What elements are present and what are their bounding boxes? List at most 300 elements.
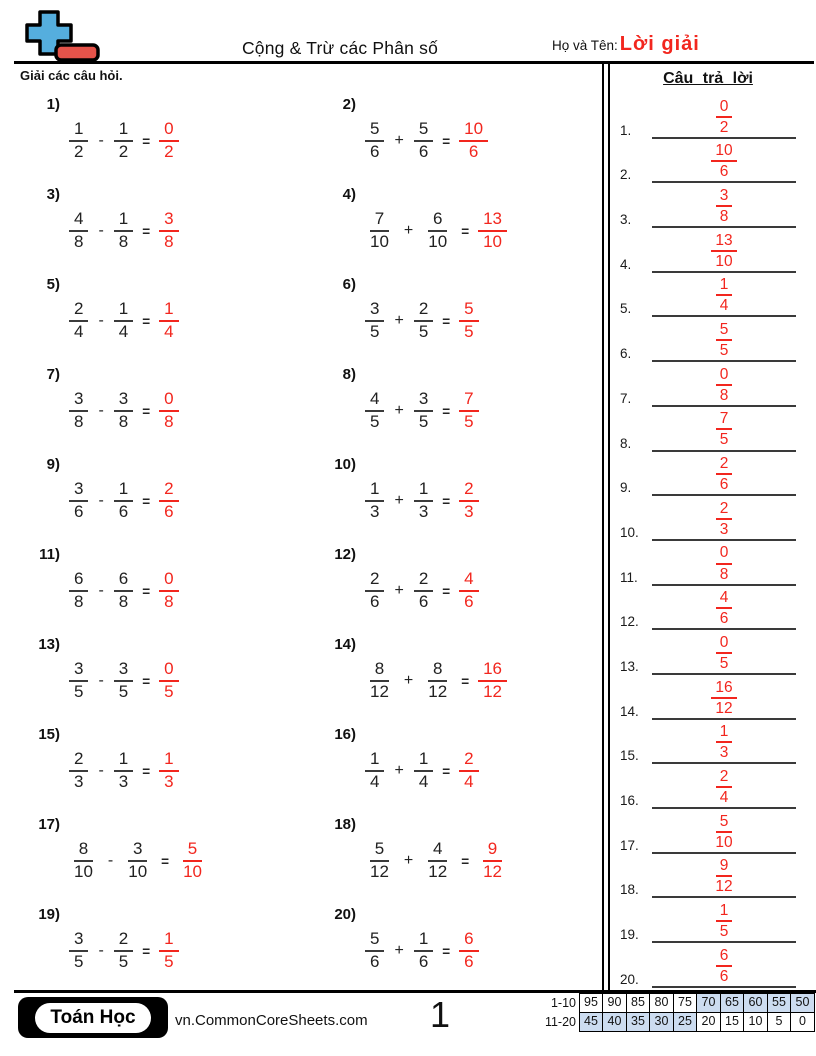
fraction-second [114, 120, 133, 161]
answer-fraction-numerator: 10 [459, 120, 488, 142]
fraction-first-numerator: 1 [69, 120, 88, 142]
answer-number: 20. [620, 971, 639, 987]
answer-key-fraction [716, 634, 733, 672]
answer-fraction [459, 300, 478, 341]
answer-fraction-denominator: 6 [164, 502, 174, 521]
answer-line [652, 857, 796, 898]
answer-key-fraction [716, 768, 733, 806]
operator-sign: + [394, 312, 404, 329]
fraction-first-numerator: 5 [370, 840, 389, 862]
name-label: Họ và Tên: [552, 38, 618, 53]
answer-row [616, 183, 800, 228]
fraction-first-denominator: 6 [370, 142, 380, 161]
problem-number: 6) [342, 276, 356, 293]
fraction-second-numerator: 8 [428, 660, 447, 682]
operator-sign: + [403, 222, 414, 239]
score-cell: 75 [673, 993, 698, 1013]
problem [320, 186, 602, 276]
answer-fraction-denominator: 12 [483, 682, 502, 701]
fraction-first-denominator: 3 [370, 502, 380, 521]
answer-fraction-denominator: 4 [464, 772, 474, 791]
name-block [552, 33, 700, 56]
answer-key-fraction-denominator: 5 [719, 923, 729, 941]
answer-line [652, 679, 796, 720]
fraction-second-numerator: 3 [414, 390, 433, 412]
fraction-first-numerator: 2 [69, 750, 88, 772]
answer-number: 14. [620, 703, 639, 719]
fraction-first [69, 300, 88, 341]
fraction-second-denominator: 6 [418, 592, 429, 611]
fraction-first-numerator: 3 [69, 390, 88, 412]
answer-fraction-numerator: 1 [159, 750, 178, 772]
problem [24, 366, 320, 456]
problem-number: 2) [342, 96, 356, 113]
fraction-second-numerator: 1 [114, 120, 133, 142]
answer-line [652, 768, 796, 809]
fraction-first [365, 840, 394, 881]
answer-key-fraction [716, 723, 733, 761]
problem-number: 12) [334, 546, 356, 563]
problem-number: 11) [39, 546, 60, 563]
equals-sign: = [442, 583, 451, 599]
answer-fraction [159, 750, 178, 791]
answer-row [616, 452, 800, 497]
answer-key-fraction-numerator: 2 [716, 768, 733, 788]
answer-key-fraction-denominator: 3 [719, 520, 729, 538]
answer-key-fraction [716, 902, 733, 940]
answer-fraction [459, 930, 478, 971]
answer-fraction [478, 210, 507, 251]
answer-number: 19. [620, 927, 639, 943]
operator-sign: + [394, 492, 404, 509]
equals-sign: = [161, 853, 170, 869]
equals-sign: = [442, 763, 451, 779]
answer-key-fraction-numerator: 5 [716, 813, 733, 833]
fraction-second-denominator: 5 [418, 322, 429, 341]
answer-fraction [478, 840, 507, 881]
fraction-second-numerator: 1 [114, 480, 133, 502]
answer-number: 4. [620, 256, 632, 272]
score-cell: 35 [626, 1012, 651, 1032]
score-table [544, 993, 815, 1032]
problem [24, 186, 320, 276]
answer-row [616, 317, 800, 362]
fraction-second-numerator: 6 [114, 570, 133, 592]
fraction-second-denominator: 6 [418, 952, 429, 971]
fraction-first [365, 390, 384, 431]
fraction-second [114, 570, 133, 611]
answer-row [616, 720, 800, 765]
answer-fraction-numerator: 6 [459, 930, 478, 952]
score-cell: 55 [767, 993, 792, 1013]
fraction-second [114, 210, 133, 251]
fraction-first-denominator: 2 [74, 142, 84, 161]
problem-number: 14) [334, 636, 356, 653]
answer-fraction-numerator: 13 [478, 210, 507, 232]
fraction-second-numerator: 1 [414, 750, 433, 772]
answer-key-fraction [711, 679, 736, 717]
answer-key-fraction-numerator: 6 [716, 947, 733, 967]
problem [320, 366, 602, 456]
fraction-first [365, 570, 384, 611]
answer-number: 10. [620, 524, 639, 540]
score-cell: 85 [626, 993, 651, 1013]
answer-key-fraction [716, 187, 733, 225]
answer-key-fraction [711, 857, 736, 895]
fraction-second-numerator: 5 [414, 120, 433, 142]
fraction-first [365, 300, 384, 341]
answer-key-fraction-denominator: 5 [719, 654, 729, 672]
score-cell: 15 [720, 1012, 745, 1032]
operator-sign: + [394, 762, 404, 779]
answer-fraction-denominator: 3 [164, 772, 174, 791]
problem-number: 8) [342, 366, 356, 383]
answer-fraction-numerator: 7 [459, 390, 478, 412]
fraction-first-numerator: 5 [365, 120, 384, 142]
operator-sign: + [394, 582, 404, 599]
answer-fraction [459, 390, 478, 431]
fraction-second-denominator: 3 [418, 502, 429, 521]
answer-key-fraction-denominator: 12 [715, 878, 733, 896]
answer-line [652, 142, 796, 183]
answer-number: 6. [620, 346, 632, 362]
answer-fraction-denominator: 10 [183, 862, 202, 881]
answer-number: 7. [620, 390, 632, 406]
answer-fraction [159, 570, 178, 611]
answer-fraction-numerator: 0 [159, 120, 178, 142]
fraction-first-numerator: 1 [365, 750, 384, 772]
answer-line [652, 232, 796, 273]
score-row [544, 1012, 815, 1032]
answer-key-fraction-denominator: 5 [719, 342, 729, 360]
fraction-second-denominator: 10 [428, 232, 448, 251]
answer-fraction [459, 750, 478, 791]
fraction-second [423, 840, 452, 881]
problem [320, 906, 602, 996]
problem-number: 3) [46, 186, 60, 203]
fraction-first-numerator: 3 [365, 300, 384, 322]
fraction-second-numerator: 4 [428, 840, 447, 862]
answer-fraction [159, 390, 178, 431]
answer-row [616, 809, 800, 854]
fraction-second-denominator: 3 [118, 772, 129, 791]
score-cell: 65 [720, 993, 745, 1013]
operator-sign: - [98, 672, 104, 689]
fraction-second [414, 570, 433, 611]
answer-number: 12. [620, 614, 639, 630]
operator-sign: + [403, 852, 414, 869]
score-cell: 40 [602, 1012, 627, 1032]
answer-key-fraction [716, 455, 733, 493]
fraction-first-denominator: 8 [74, 232, 84, 251]
answer-key-fraction-numerator: 2 [716, 500, 733, 520]
answer-fraction-denominator: 6 [464, 592, 474, 611]
answer-key-fraction [716, 276, 733, 314]
answer-line [652, 544, 796, 585]
answer-fraction [159, 210, 178, 251]
fraction-second [414, 750, 433, 791]
fraction-second [114, 750, 133, 791]
fraction-second-denominator: 2 [118, 142, 129, 161]
answer-fraction-numerator: 2 [159, 480, 178, 502]
fraction-first-numerator: 4 [365, 390, 384, 412]
equals-sign: = [442, 943, 451, 959]
fraction-second [414, 930, 433, 971]
answer-row [616, 943, 800, 988]
answer-number: 1. [620, 122, 632, 138]
answer-number: 8. [620, 435, 632, 451]
fraction-first-denominator: 12 [370, 862, 389, 881]
answer-row [616, 273, 800, 318]
answer-row [616, 139, 800, 184]
fraction-first-numerator: 6 [69, 570, 88, 592]
problem-number: 4) [342, 186, 356, 203]
fraction-second [414, 480, 433, 521]
score-cell: 80 [649, 993, 674, 1013]
score-cell: 50 [790, 993, 815, 1013]
answer-key-fraction-denominator: 4 [719, 297, 729, 315]
fraction-first-numerator: 4 [69, 210, 88, 232]
score-cell: 5 [767, 1012, 792, 1032]
fraction-second [423, 660, 452, 701]
equals-sign: = [442, 403, 451, 419]
fraction-second-denominator: 6 [118, 502, 129, 521]
answer-number: 3. [620, 212, 632, 228]
fraction-second [414, 120, 433, 161]
math-badge-label: Toán Học [35, 1003, 150, 1033]
equals-sign: = [142, 943, 151, 959]
answer-key-fraction-denominator: 12 [715, 699, 733, 717]
answer-line [652, 947, 796, 988]
fraction-second-denominator: 12 [428, 682, 448, 701]
answer-row [616, 675, 800, 720]
fraction-second-denominator: 8 [118, 412, 129, 431]
problem [320, 456, 602, 546]
answer-fraction-numerator: 0 [159, 570, 178, 592]
problem [24, 546, 320, 636]
answer-fraction [459, 570, 478, 611]
problem [320, 276, 602, 366]
fraction-first-numerator: 3 [69, 660, 88, 682]
answer-key-fraction-numerator: 1 [716, 723, 733, 743]
fraction-first [365, 750, 384, 791]
problems-grid [24, 96, 602, 996]
fraction-first [69, 930, 88, 971]
score-cell: 60 [743, 993, 768, 1013]
answer-key-fraction-denominator: 4 [719, 788, 729, 806]
score-cell: 90 [602, 993, 627, 1013]
problem-number: 5) [46, 276, 60, 293]
fraction-second-denominator: 8 [118, 232, 129, 251]
fraction-first [69, 390, 88, 431]
fraction-second-numerator: 1 [114, 300, 133, 322]
problem-number: 19) [38, 906, 60, 923]
answer-line [652, 187, 796, 228]
answer-row [616, 94, 800, 139]
problem-number: 16) [334, 726, 356, 743]
problem [24, 906, 320, 996]
fraction-first [69, 840, 98, 881]
answer-line [652, 634, 796, 675]
answer-number: 15. [620, 748, 639, 764]
problem-number: 1) [46, 96, 60, 113]
answer-row [616, 586, 800, 631]
answer-key-fraction [716, 366, 733, 404]
answer-fraction [159, 660, 178, 701]
fraction-first-denominator: 5 [74, 682, 84, 701]
score-cell: 95 [579, 993, 604, 1013]
fraction-second-numerator: 1 [414, 480, 433, 502]
answer-key-fraction-numerator: 0 [716, 544, 733, 564]
fraction-first-numerator: 5 [365, 930, 384, 952]
answer-key-fraction-numerator: 7 [716, 410, 733, 430]
fraction-second [114, 480, 133, 521]
answer-line [652, 455, 796, 496]
answer-key-fraction-numerator: 1 [716, 276, 733, 296]
score-row-label: 11-20 [544, 1014, 576, 1029]
answer-fraction-denominator: 5 [464, 412, 474, 431]
answer-fraction-numerator: 0 [159, 660, 178, 682]
answer-number: 11. [620, 569, 638, 585]
answer-column-separator [602, 64, 610, 991]
answer-key-fraction-numerator: 10 [711, 142, 736, 162]
answer-key-fraction-numerator: 5 [716, 321, 733, 341]
fraction-second-denominator: 5 [118, 952, 129, 971]
answer-fraction-denominator: 8 [164, 412, 174, 431]
answer-number: 9. [620, 480, 632, 496]
equals-sign: = [142, 673, 151, 689]
answer-fraction [459, 480, 478, 521]
answer-key-fraction [716, 500, 733, 538]
answer-key-fraction-denominator: 6 [719, 476, 729, 494]
fraction-first-denominator: 4 [370, 772, 380, 791]
fraction-first [69, 750, 88, 791]
fraction-second [423, 210, 452, 251]
answer-key-fraction [711, 813, 736, 851]
problem [24, 456, 320, 546]
fraction-first-numerator: 7 [370, 210, 389, 232]
answer-key-fraction-numerator: 2 [716, 455, 733, 475]
fraction-first-denominator: 8 [74, 412, 84, 431]
answer-key-fraction [716, 947, 733, 985]
math-badge [18, 997, 168, 1038]
fraction-second-numerator: 3 [114, 660, 133, 682]
fraction-second-denominator: 8 [118, 592, 129, 611]
answer-key-fraction [716, 544, 733, 582]
operator-sign: - [98, 582, 104, 599]
fraction-second-numerator: 2 [114, 930, 133, 952]
answer-key-fraction-denominator: 6 [719, 610, 729, 628]
answer-fraction-numerator: 5 [183, 840, 202, 862]
header-rule [14, 61, 814, 64]
answer-line [652, 98, 796, 139]
answer-key-fraction-numerator: 9 [716, 857, 733, 877]
equals-sign: = [461, 853, 470, 869]
answer-key-fraction-numerator: 1 [716, 902, 733, 922]
fraction-first-numerator: 3 [69, 930, 88, 952]
fraction-second-numerator: 1 [114, 210, 133, 232]
answer-key-fraction-denominator: 2 [719, 118, 729, 136]
fraction-first-denominator: 5 [370, 322, 380, 341]
answer-fraction-numerator: 5 [459, 300, 478, 322]
problem-number: 17) [38, 816, 60, 833]
answer-fraction [159, 120, 178, 161]
fraction-second [123, 840, 152, 881]
worksheet-title: Cộng & Trừ các Phân số [241, 38, 439, 58]
operator-sign: - [98, 312, 104, 329]
answer-line [652, 500, 796, 541]
answer-fraction-numerator: 9 [483, 840, 502, 862]
answer-fraction-numerator: 16 [478, 660, 507, 682]
operator-sign: + [394, 132, 404, 149]
answer-key-fraction [711, 142, 736, 180]
fraction-first-numerator: 1 [365, 480, 384, 502]
answer-key-fraction-denominator: 3 [719, 744, 729, 762]
instructions-text: Giải các câu hỏi. [20, 68, 123, 83]
answer-fraction-denominator: 12 [483, 862, 502, 881]
fraction-first-denominator: 5 [370, 412, 380, 431]
answer-number: 13. [620, 658, 639, 674]
fraction-first-numerator: 8 [370, 660, 389, 682]
answer-row [616, 362, 800, 407]
fraction-first [69, 480, 88, 521]
score-row [544, 993, 815, 1013]
answer-key-fraction-denominator: 8 [719, 386, 729, 404]
answer-fraction [178, 840, 207, 881]
equals-sign: = [142, 763, 151, 779]
answer-key-fraction [716, 589, 733, 627]
answer-key-fraction [711, 232, 736, 270]
operator-sign: - [98, 222, 104, 239]
equals-sign: = [442, 133, 451, 149]
operator-sign: - [98, 762, 104, 779]
fraction-second [114, 660, 133, 701]
fraction-second-denominator: 6 [418, 142, 429, 161]
answer-number: 18. [620, 882, 639, 898]
answer-fraction-denominator: 10 [483, 232, 502, 251]
answer-row [616, 630, 800, 675]
fraction-first [69, 570, 88, 611]
answer-number: 17. [620, 837, 639, 853]
fraction-first-denominator: 12 [370, 682, 389, 701]
answer-key-fraction [716, 321, 733, 359]
fraction-first [365, 120, 384, 161]
fraction-second [114, 930, 133, 971]
answer-line [652, 366, 796, 407]
answer-key-fraction-numerator: 3 [716, 187, 733, 207]
fraction-first-numerator: 2 [69, 300, 88, 322]
fraction-first-denominator: 6 [74, 502, 84, 521]
answer-fraction-denominator: 6 [464, 952, 474, 971]
answer-row [616, 541, 800, 586]
fraction-second-numerator: 2 [414, 570, 433, 592]
problem [24, 96, 320, 186]
answer-key-fraction-denominator: 10 [715, 252, 733, 270]
fraction-second [114, 390, 133, 431]
fraction-second-numerator: 6 [428, 210, 447, 232]
fraction-second-numerator: 1 [414, 930, 433, 952]
fraction-second-denominator: 5 [418, 412, 429, 431]
operator-sign: + [403, 672, 414, 689]
problem-number: 20) [334, 906, 356, 923]
equals-sign: = [142, 223, 151, 239]
answer-fraction-denominator: 5 [464, 322, 474, 341]
problem [320, 636, 602, 726]
fraction-first-denominator: 3 [74, 772, 84, 791]
answer-fraction-numerator: 1 [159, 300, 178, 322]
equals-sign: = [142, 133, 151, 149]
name-value: Lời giải [619, 33, 700, 55]
